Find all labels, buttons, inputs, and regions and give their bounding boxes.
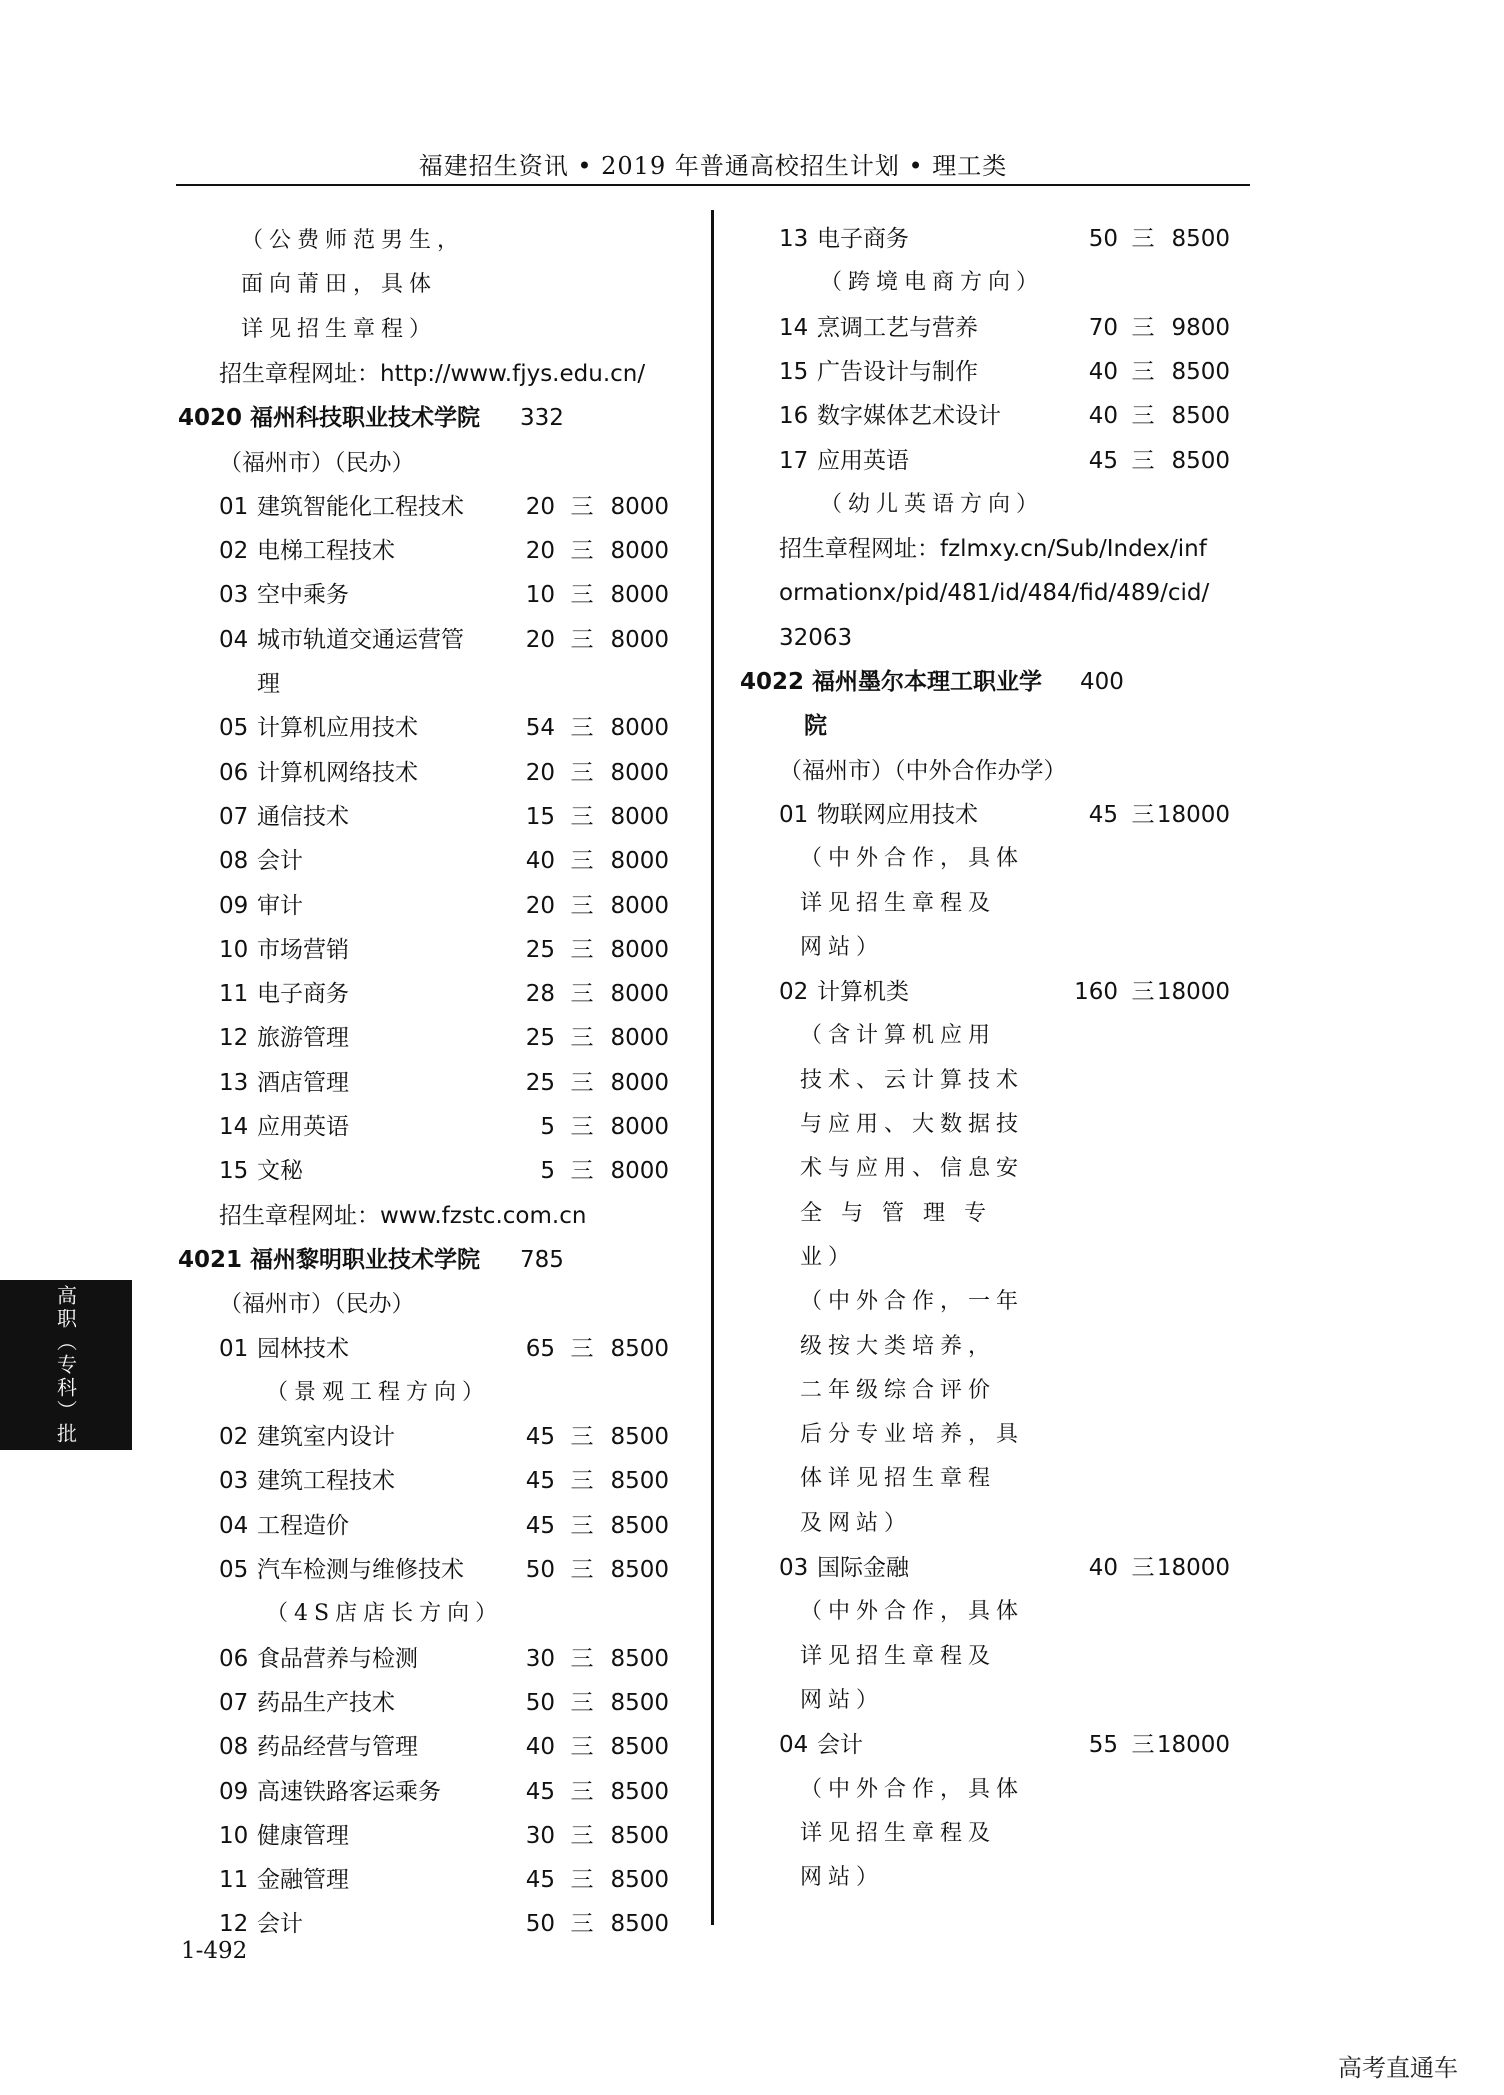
- major-row: [219, 1863, 349, 1897]
- tuition-fee: 8000: [610, 1114, 669, 1140]
- major-code: 07: [219, 1689, 249, 1716]
- duration-years: 三: [570, 1911, 594, 1938]
- school-heading: [740, 665, 1042, 699]
- major-note: 详见招生章程及: [800, 890, 997, 916]
- major-name: 空中乘务: [257, 582, 349, 609]
- major-code: 17: [779, 447, 809, 474]
- major-row: [779, 222, 909, 256]
- major-code: 11: [219, 1867, 249, 1894]
- plan-count: 40: [1088, 1555, 1118, 1581]
- tuition-fee: 8500: [610, 1557, 669, 1583]
- school-info: （福州市）（民办）: [219, 449, 415, 476]
- major-name: 建筑室内设计: [257, 1424, 395, 1451]
- major-row: [219, 1021, 349, 1055]
- major-code: 15: [219, 1158, 249, 1185]
- major-note: 详见招生章程及: [800, 1820, 997, 1846]
- major-note: 体详见招生章程: [800, 1466, 997, 1492]
- duration-years: 三: [570, 1778, 594, 1805]
- major-note: 及网站）: [800, 1510, 913, 1536]
- major-code: 12: [219, 1025, 249, 1052]
- tuition-fee: 8000: [610, 981, 669, 1008]
- major-name: 城市轨道交通运营管: [257, 626, 464, 653]
- duration-years: 三: [570, 1424, 594, 1451]
- major-note: （中外合作，具体: [800, 846, 1025, 872]
- major-note: （中外合作，一年: [800, 1289, 1025, 1315]
- major-code: 04: [219, 1512, 249, 1539]
- duration-years: 三: [1131, 979, 1155, 1006]
- duration-years: 三: [570, 892, 594, 919]
- plan-count: 65: [525, 1335, 555, 1362]
- major-name: 国际金融: [817, 1555, 909, 1581]
- school-info: （福州市）（中外合作办学）: [779, 757, 1067, 784]
- duration-years: 三: [570, 582, 594, 609]
- major-code: 03: [219, 1468, 249, 1495]
- note-line: 面向莆田，具体: [241, 272, 438, 298]
- school-heading: [178, 401, 480, 435]
- major-note: 网站）: [800, 1865, 885, 1891]
- tuition-fee: 8000: [610, 892, 669, 919]
- school-code: 4022: [740, 669, 805, 695]
- tuition-fee: 8500: [610, 1468, 669, 1495]
- duration-years: 三: [1131, 801, 1155, 828]
- major-note: （跨境电商方向）: [820, 270, 1045, 296]
- major-name: 健康管理: [257, 1822, 349, 1849]
- tuition-fee: 8000: [610, 1025, 669, 1052]
- major-row: [779, 1728, 863, 1762]
- admission-url-line: 32063: [779, 624, 853, 651]
- duration-years: 三: [570, 538, 594, 565]
- plan-count: 40: [525, 1734, 555, 1761]
- tuition-fee: 8500: [1171, 226, 1230, 252]
- tuition-fee: 8500: [1171, 358, 1230, 385]
- tuition-fee: 8500: [610, 1645, 669, 1672]
- major-name: 广告设计与制作: [817, 358, 978, 385]
- major-name: 药品经营与管理: [257, 1734, 418, 1761]
- major-row: [219, 1730, 418, 1764]
- major-row: [219, 623, 464, 657]
- plan-count: 45: [525, 1424, 555, 1451]
- major-row: [219, 844, 303, 878]
- tuition-fee: 8500: [610, 1822, 669, 1849]
- major-note: （中外合作，具体: [800, 1776, 1025, 1802]
- major-name: 物联网应用技术: [817, 801, 978, 828]
- major-code: 06: [219, 1645, 249, 1672]
- major-note: （中外合作，具体: [800, 1599, 1025, 1625]
- major-row: [219, 889, 303, 923]
- plan-count: 54: [525, 715, 555, 742]
- plan-count: 45: [525, 1867, 555, 1894]
- tuition-fee: 8000: [610, 936, 669, 963]
- tuition-fee: 8000: [610, 538, 669, 565]
- duration-years: 三: [570, 715, 594, 742]
- watermark: 高考直通车: [1338, 2054, 1458, 2082]
- duration-years: 三: [570, 1734, 594, 1761]
- major-code: 08: [219, 848, 249, 875]
- duration-years: 三: [570, 848, 594, 875]
- major-code: 02: [219, 538, 249, 565]
- major-row: [219, 933, 349, 967]
- major-row: [219, 578, 349, 612]
- major-code: 02: [219, 1424, 249, 1451]
- tuition-fee: 8000: [610, 1158, 669, 1185]
- note-line: （公费师范男生，: [241, 228, 466, 253]
- major-name: 电梯工程技术: [257, 538, 395, 565]
- plan-count: 55: [1088, 1732, 1118, 1759]
- major-code: 13: [779, 226, 809, 252]
- duration-years: 三: [570, 759, 594, 786]
- major-note: 级按大类培养，: [800, 1333, 997, 1359]
- plan-count: 40: [525, 848, 555, 875]
- major-row: [779, 444, 909, 478]
- major-code: 09: [219, 892, 249, 919]
- tuition-fee: 8000: [610, 1069, 669, 1096]
- major-name: 园林技术: [257, 1335, 349, 1362]
- duration-years: 三: [570, 1114, 594, 1140]
- major-note: 后分专业培养，具: [800, 1422, 1025, 1448]
- tuition-fee: 18000: [1156, 1555, 1230, 1581]
- duration-years: 三: [1131, 1555, 1155, 1581]
- plan-count: 20: [525, 626, 555, 653]
- school-total: 332: [520, 405, 564, 432]
- plan-count: 45: [1088, 447, 1118, 474]
- plan-count: 50: [525, 1557, 555, 1583]
- duration-years: 三: [570, 626, 594, 653]
- plan-count: 30: [525, 1645, 555, 1672]
- tuition-fee: 9800: [1171, 314, 1230, 341]
- major-name: 酒店管理: [257, 1069, 349, 1096]
- major-row: [219, 1553, 464, 1587]
- major-code: 14: [219, 1114, 249, 1140]
- major-code: 01: [779, 801, 809, 828]
- major-name: 食品营养与检测: [257, 1645, 418, 1672]
- major-row: [779, 311, 978, 345]
- major-row: [219, 490, 464, 524]
- major-note: 网站）: [800, 934, 885, 960]
- duration-years: 三: [1131, 358, 1155, 385]
- duration-years: 三: [570, 936, 594, 963]
- major-name: 汽车检测与维修技术: [257, 1557, 464, 1583]
- major-row: [779, 399, 1001, 433]
- major-name: 工程造价: [257, 1512, 349, 1539]
- tuition-fee: 8000: [610, 715, 669, 742]
- major-row: [219, 1420, 395, 1454]
- duration-years: 三: [570, 1645, 594, 1672]
- plan-count: 10: [525, 582, 555, 609]
- major-name: 计算机类: [817, 979, 909, 1006]
- school-info: （福州市）（民办）: [219, 1291, 415, 1318]
- tuition-fee: 8000: [610, 493, 669, 520]
- major-name: 会计: [257, 1911, 303, 1938]
- major-row: [779, 975, 909, 1009]
- tuition-fee: 8500: [610, 1734, 669, 1761]
- duration-years: 三: [570, 1557, 594, 1583]
- major-name: 计算机应用技术: [257, 715, 418, 742]
- plan-count: 15: [525, 803, 555, 830]
- duration-years: 三: [570, 1335, 594, 1362]
- major-code: 03: [219, 582, 249, 609]
- major-code: 07: [219, 803, 249, 830]
- duration-years: 三: [570, 1025, 594, 1052]
- major-note: 技术、云计算技术: [800, 1067, 1025, 1093]
- major-name: 审计: [257, 892, 303, 919]
- major-row: [219, 1775, 441, 1809]
- major-name-cont: 理: [257, 671, 280, 697]
- major-name: 计算机网络技术: [257, 759, 418, 786]
- school-name-cont: 院: [804, 713, 827, 740]
- major-row: [219, 1907, 303, 1941]
- major-row: [779, 355, 978, 389]
- major-code: 08: [219, 1734, 249, 1761]
- admission-url-line: ormationx/pid/481/id/484/fid/489/cid/: [779, 580, 1210, 607]
- duration-years: 三: [570, 493, 594, 520]
- major-name: 应用英语: [817, 447, 909, 474]
- plan-count: 30: [525, 1822, 555, 1849]
- school-name: 福州墨尔本理工职业学: [812, 669, 1043, 695]
- plan-count: 50: [525, 1911, 555, 1938]
- major-row: [219, 1819, 349, 1853]
- major-code: 13: [219, 1069, 249, 1096]
- major-code: 02: [779, 979, 809, 1006]
- tuition-fee: 8500: [610, 1424, 669, 1451]
- major-row: [219, 1154, 303, 1188]
- tuition-fee: 8500: [610, 1867, 669, 1894]
- tuition-fee: 8000: [610, 582, 669, 609]
- major-name: 建筑工程技术: [257, 1468, 395, 1495]
- major-row: [219, 1642, 418, 1676]
- school-total: 785: [520, 1246, 564, 1273]
- plan-count: 5: [540, 1158, 555, 1185]
- major-name: 建筑智能化工程技术: [257, 493, 464, 520]
- plan-count: 20: [525, 538, 555, 565]
- plan-count: 70: [1088, 314, 1118, 341]
- tuition-fee: 8500: [610, 1689, 669, 1716]
- major-note: （含计算机应用: [800, 1023, 997, 1049]
- tuition-fee: 18000: [1156, 801, 1230, 828]
- major-row: [219, 1686, 395, 1720]
- major-code: 05: [219, 1557, 249, 1583]
- major-name: 药品生产技术: [257, 1689, 395, 1716]
- running-header: 福建招生资讯 • 2019 年普通高校招生计划 • 理工类: [418, 152, 1008, 180]
- school-name: 福州科技职业技术学院: [250, 405, 481, 432]
- major-code: 15: [779, 358, 809, 385]
- admission-url: 招生章程网址：www.fzstc.com.cn: [219, 1202, 587, 1229]
- major-name: 旅游管理: [257, 1025, 349, 1052]
- tuition-fee: 8000: [610, 626, 669, 653]
- tuition-fee: 8000: [610, 803, 669, 830]
- major-note: （幼儿英语方向）: [820, 491, 1045, 517]
- major-row: [779, 1551, 909, 1585]
- duration-years: 三: [1131, 403, 1155, 430]
- plan-count: 20: [525, 892, 555, 919]
- duration-years: 三: [570, 1468, 594, 1495]
- tuition-fee: 8500: [610, 1335, 669, 1362]
- school-name: 福州黎明职业技术学院: [250, 1246, 481, 1273]
- major-name: 烹调工艺与营养: [817, 314, 978, 341]
- duration-years: 三: [1131, 447, 1155, 474]
- plan-count: 40: [1088, 403, 1118, 430]
- tuition-fee: 8000: [610, 848, 669, 875]
- duration-years: 三: [570, 1822, 594, 1849]
- tuition-fee: 8500: [610, 1911, 669, 1938]
- plan-count: 50: [1088, 226, 1118, 252]
- duration-years: 三: [1131, 226, 1155, 252]
- plan-count: 45: [1088, 801, 1118, 828]
- side-tab: [0, 1280, 132, 1450]
- major-code: 04: [779, 1732, 809, 1759]
- major-row: [219, 800, 349, 834]
- major-note: （景观工程方向）: [266, 1379, 491, 1405]
- major-note: 网站）: [800, 1687, 885, 1713]
- major-name: 市场营销: [257, 936, 349, 963]
- major-code: 14: [779, 314, 809, 341]
- duration-years: 三: [570, 803, 594, 830]
- major-name: 文秘: [257, 1158, 303, 1185]
- duration-years: 三: [1131, 314, 1155, 341]
- tuition-fee: 8500: [610, 1778, 669, 1805]
- major-code: 06: [219, 759, 249, 786]
- major-name: 电子商务: [257, 981, 349, 1008]
- plan-count: 20: [525, 493, 555, 520]
- major-note: 详见招生章程及: [800, 1643, 997, 1669]
- plan-count: 20: [525, 759, 555, 786]
- major-row: [779, 798, 978, 832]
- school-code: 4020: [178, 405, 243, 432]
- school-code: 4021: [178, 1246, 243, 1273]
- major-row: [219, 1066, 349, 1100]
- plan-count: 45: [525, 1778, 555, 1805]
- header-rule: [176, 184, 1250, 186]
- major-name: 会计: [257, 848, 303, 875]
- major-row: [219, 1464, 395, 1498]
- major-name: 金融管理: [257, 1867, 349, 1894]
- plan-count: 5: [540, 1114, 555, 1140]
- plan-count: 40: [1088, 358, 1118, 385]
- major-row: [219, 1332, 349, 1366]
- major-row: [219, 1110, 349, 1144]
- major-row: [219, 756, 418, 790]
- major-note: 二年级综合评价: [800, 1377, 997, 1403]
- plan-count: 28: [525, 981, 555, 1008]
- plan-count: 160: [1074, 979, 1118, 1006]
- major-name: 高速铁路客运乘务: [257, 1778, 441, 1805]
- major-note: 术与应用、信息安: [800, 1156, 1025, 1182]
- major-row: [219, 711, 418, 745]
- major-note: （4S店店长方向）: [266, 1601, 504, 1627]
- note-line: 详见招生章程）: [241, 316, 438, 342]
- plan-count: 25: [525, 1025, 555, 1052]
- plan-count: 45: [525, 1468, 555, 1495]
- major-code: 12: [219, 1911, 249, 1938]
- side-tab-label: 高职（专科）批: [53, 1284, 78, 1446]
- tuition-fee: 18000: [1156, 979, 1230, 1006]
- major-note: 全 与 管 理 专: [800, 1200, 992, 1226]
- duration-years: 三: [570, 1867, 594, 1894]
- admission-url-line: 招生章程网址：fzlmxy.cn/Sub/Index/inf: [779, 536, 1207, 563]
- major-note: 业）: [800, 1244, 857, 1270]
- major-code: 03: [779, 1555, 809, 1581]
- major-name: 数字媒体艺术设计: [817, 403, 1001, 430]
- major-row: [219, 977, 349, 1011]
- major-code: 16: [779, 403, 809, 430]
- major-code: 01: [219, 493, 249, 520]
- plan-count: 45: [525, 1512, 555, 1539]
- major-code: 04: [219, 626, 249, 653]
- major-name: 电子商务: [817, 226, 909, 252]
- major-name: 应用英语: [257, 1114, 349, 1140]
- tuition-fee: 8500: [1171, 447, 1230, 474]
- duration-years: 三: [570, 1512, 594, 1539]
- duration-years: 三: [570, 1069, 594, 1096]
- duration-years: 三: [1131, 1732, 1155, 1759]
- major-code: 01: [219, 1335, 249, 1362]
- major-code: 10: [219, 1822, 249, 1849]
- duration-years: 三: [570, 1158, 594, 1185]
- major-code: 09: [219, 1778, 249, 1805]
- column-divider: [711, 210, 714, 1925]
- major-code: 10: [219, 936, 249, 963]
- duration-years: 三: [570, 1689, 594, 1716]
- school-heading: [178, 1243, 480, 1277]
- tuition-fee: 8500: [1171, 403, 1230, 430]
- page-number: 1-492: [181, 1938, 248, 1964]
- major-name: 通信技术: [257, 803, 349, 830]
- plan-count: 50: [525, 1689, 555, 1716]
- tuition-fee: 8500: [610, 1512, 669, 1539]
- tuition-fee: 8000: [610, 759, 669, 786]
- duration-years: 三: [570, 981, 594, 1008]
- plan-count: 25: [525, 936, 555, 963]
- major-row: [219, 1509, 349, 1543]
- major-note: 与应用、大数据技: [800, 1112, 1025, 1137]
- major-row: [219, 534, 395, 568]
- plan-count: 25: [525, 1069, 555, 1096]
- tuition-fee: 18000: [1156, 1732, 1230, 1759]
- major-code: 05: [219, 715, 249, 742]
- major-name: 会计: [817, 1732, 863, 1759]
- admission-url: 招生章程网址：http://www.fjys.edu.cn/: [219, 360, 646, 387]
- major-code: 11: [219, 981, 249, 1008]
- school-total: 400: [1080, 669, 1124, 695]
